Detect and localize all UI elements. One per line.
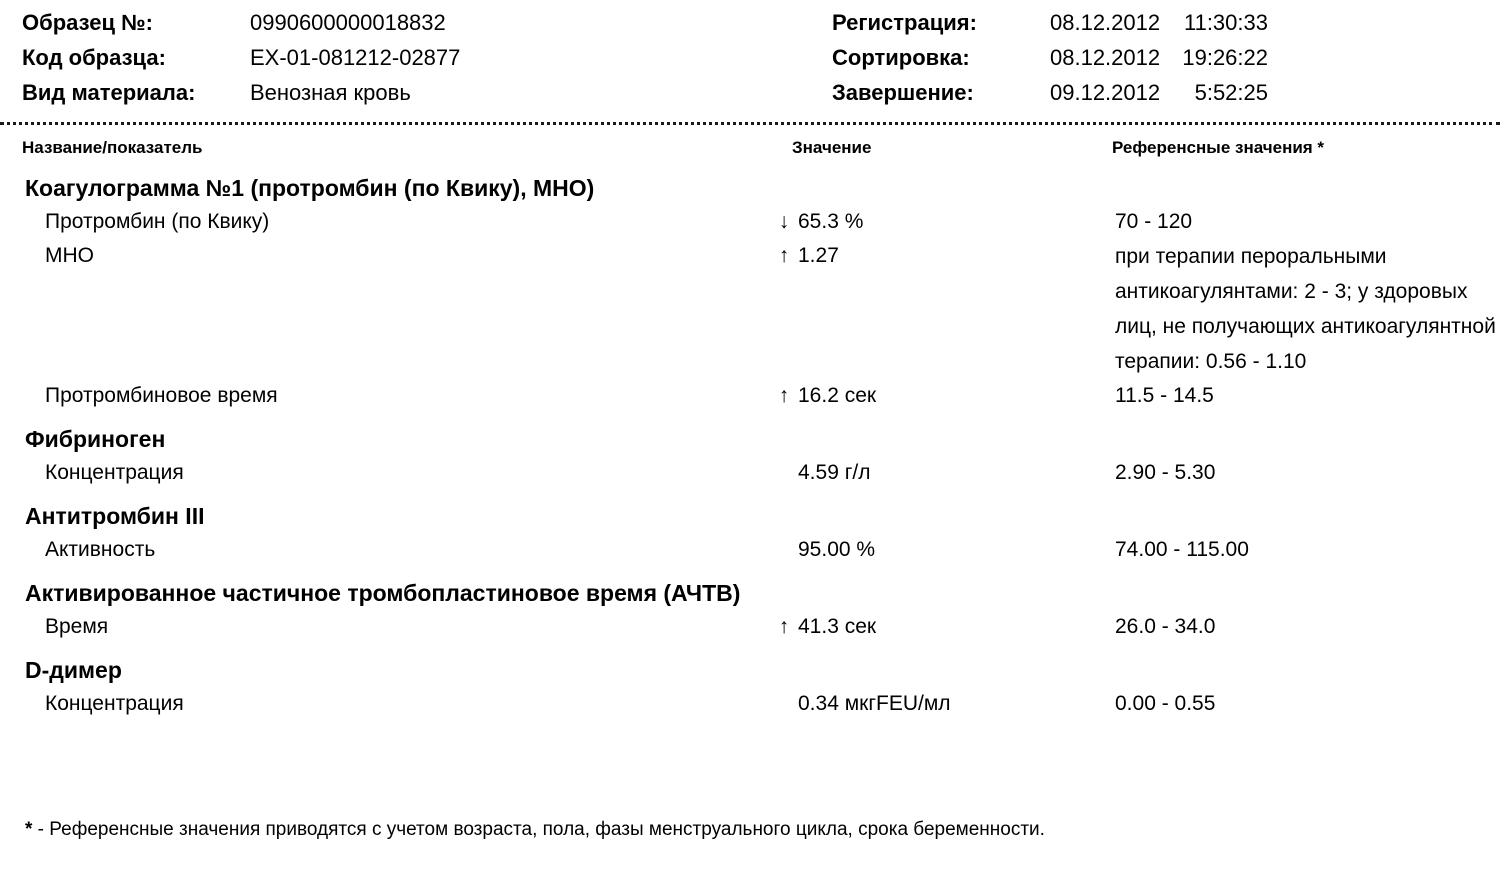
analyte-reference: 0.00 - 0.55 [1115,692,1216,715]
arrow-up-icon: ↑ [778,244,790,267]
analyte-name: Протромбиновое время [45,384,278,407]
table-row [0,456,1500,490]
analyte-value-cell [770,379,1115,413]
analyte-reference: 26.0 - 34.0 [1115,615,1216,638]
registration-label: Регистрация: [832,10,977,35]
arrow-down-icon: ↓ [778,210,790,233]
table-row [0,687,1500,721]
analyte-value-cell [770,239,1115,273]
report-header [0,8,1500,115]
analyte-value: 0.34 мкгFEU/мл [798,692,951,715]
analyte-name: Протромбин (по Квику) [45,210,270,233]
sample-code-row [22,45,832,80]
analyte-reference: 11.5 - 14.5 [1115,384,1214,407]
table-row [0,379,1500,413]
analyte-value: 1.27 [798,244,839,267]
group-title: Активированное частичное тромбопластиновое время (АЧТВ) [25,580,741,606]
sorting-label: Сортировка: [832,45,970,70]
registration-row [832,10,1472,45]
sorting-time: 19:26:22 [1182,45,1268,70]
analyte-name: МНО [45,244,94,267]
registration-time: 11:30:33 [1183,10,1268,35]
table-row [0,610,1500,644]
analyte-value-cell [770,456,1115,490]
sample-number-value: 0990600000018832 [250,10,446,35]
column-header-value: Значение [792,138,872,157]
material-type-row [22,80,832,115]
analyte-name: Концентрация [45,692,184,715]
reference-footnote [25,817,1045,843]
registration-date: 08.12.2012 [1050,10,1161,35]
sorting-row [832,45,1472,80]
analyte-value: 4.59 г/л [798,461,871,484]
group-title: D-димер [25,657,122,683]
analyte-value-cell [770,687,1115,721]
column-header-name: Название/показатель [22,138,203,157]
sample-number-label: Образец №: [22,10,154,35]
analyte-reference: 2.90 - 5.30 [1115,461,1216,484]
analyte-reference: 74.00 - 115.00 [1115,538,1249,561]
analyte-value: 65.3 % [798,210,864,233]
completion-date: 09.12.2012 [1050,80,1161,105]
analyte-value: 95.00 % [798,538,876,561]
footnote-text: - Референсные значения приводятся с учетом возраста, пола, фазы менструального цикла, срока беременности. [32,819,1045,840]
analyte-value-cell [770,533,1115,567]
analyte-value: 16.2 сек [798,384,877,407]
analyte-name: Время [45,615,109,638]
group-title: Антитромбин III [25,503,205,529]
analyte-reference: 70 - 120 [1115,210,1193,233]
arrow-up-icon: ↑ [778,384,790,407]
sample-code-label: Код образца: [22,45,166,70]
analyte-value: 41.3 сек [798,615,877,638]
analyte-value-cell [770,205,1115,239]
analyte-reference: при терапии пероральными антикоагулянтами: 2 - 3; у здоровых лиц, не получающих антикоагулянтной терапии: 0.56 - 1.10 [1115,245,1496,373]
group-title: Коагулограмма №1 (протромбин (по Квику), МНО) [25,175,595,201]
table-column-headers [0,125,1500,158]
sorting-date: 08.12.2012 [1050,45,1161,70]
material-type-value: Венозная кровь [250,80,411,105]
sample-info-block [22,10,832,115]
timestamps-block [832,10,1472,115]
column-header-reference: Референсные значения * [1112,138,1325,157]
table-row [0,239,1500,379]
arrow-up-icon: ↑ [778,615,790,638]
analyte-name: Концентрация [45,461,184,484]
completion-label: Завершение: [832,80,974,105]
material-type-label: Вид материала: [22,80,196,105]
table-row [0,533,1500,567]
footnote-star: * [25,819,33,840]
completion-row [832,80,1472,115]
analyte-value-cell [770,610,1115,644]
completion-time: 5:52:25 [1194,80,1268,105]
group-title: Фибриноген [25,426,166,452]
results-table [0,158,1500,721]
sample-number-row [22,10,832,45]
analyte-name: Активность [45,538,156,561]
sample-code-value: EX-01-081212-02877 [250,45,461,70]
table-row [0,205,1500,239]
